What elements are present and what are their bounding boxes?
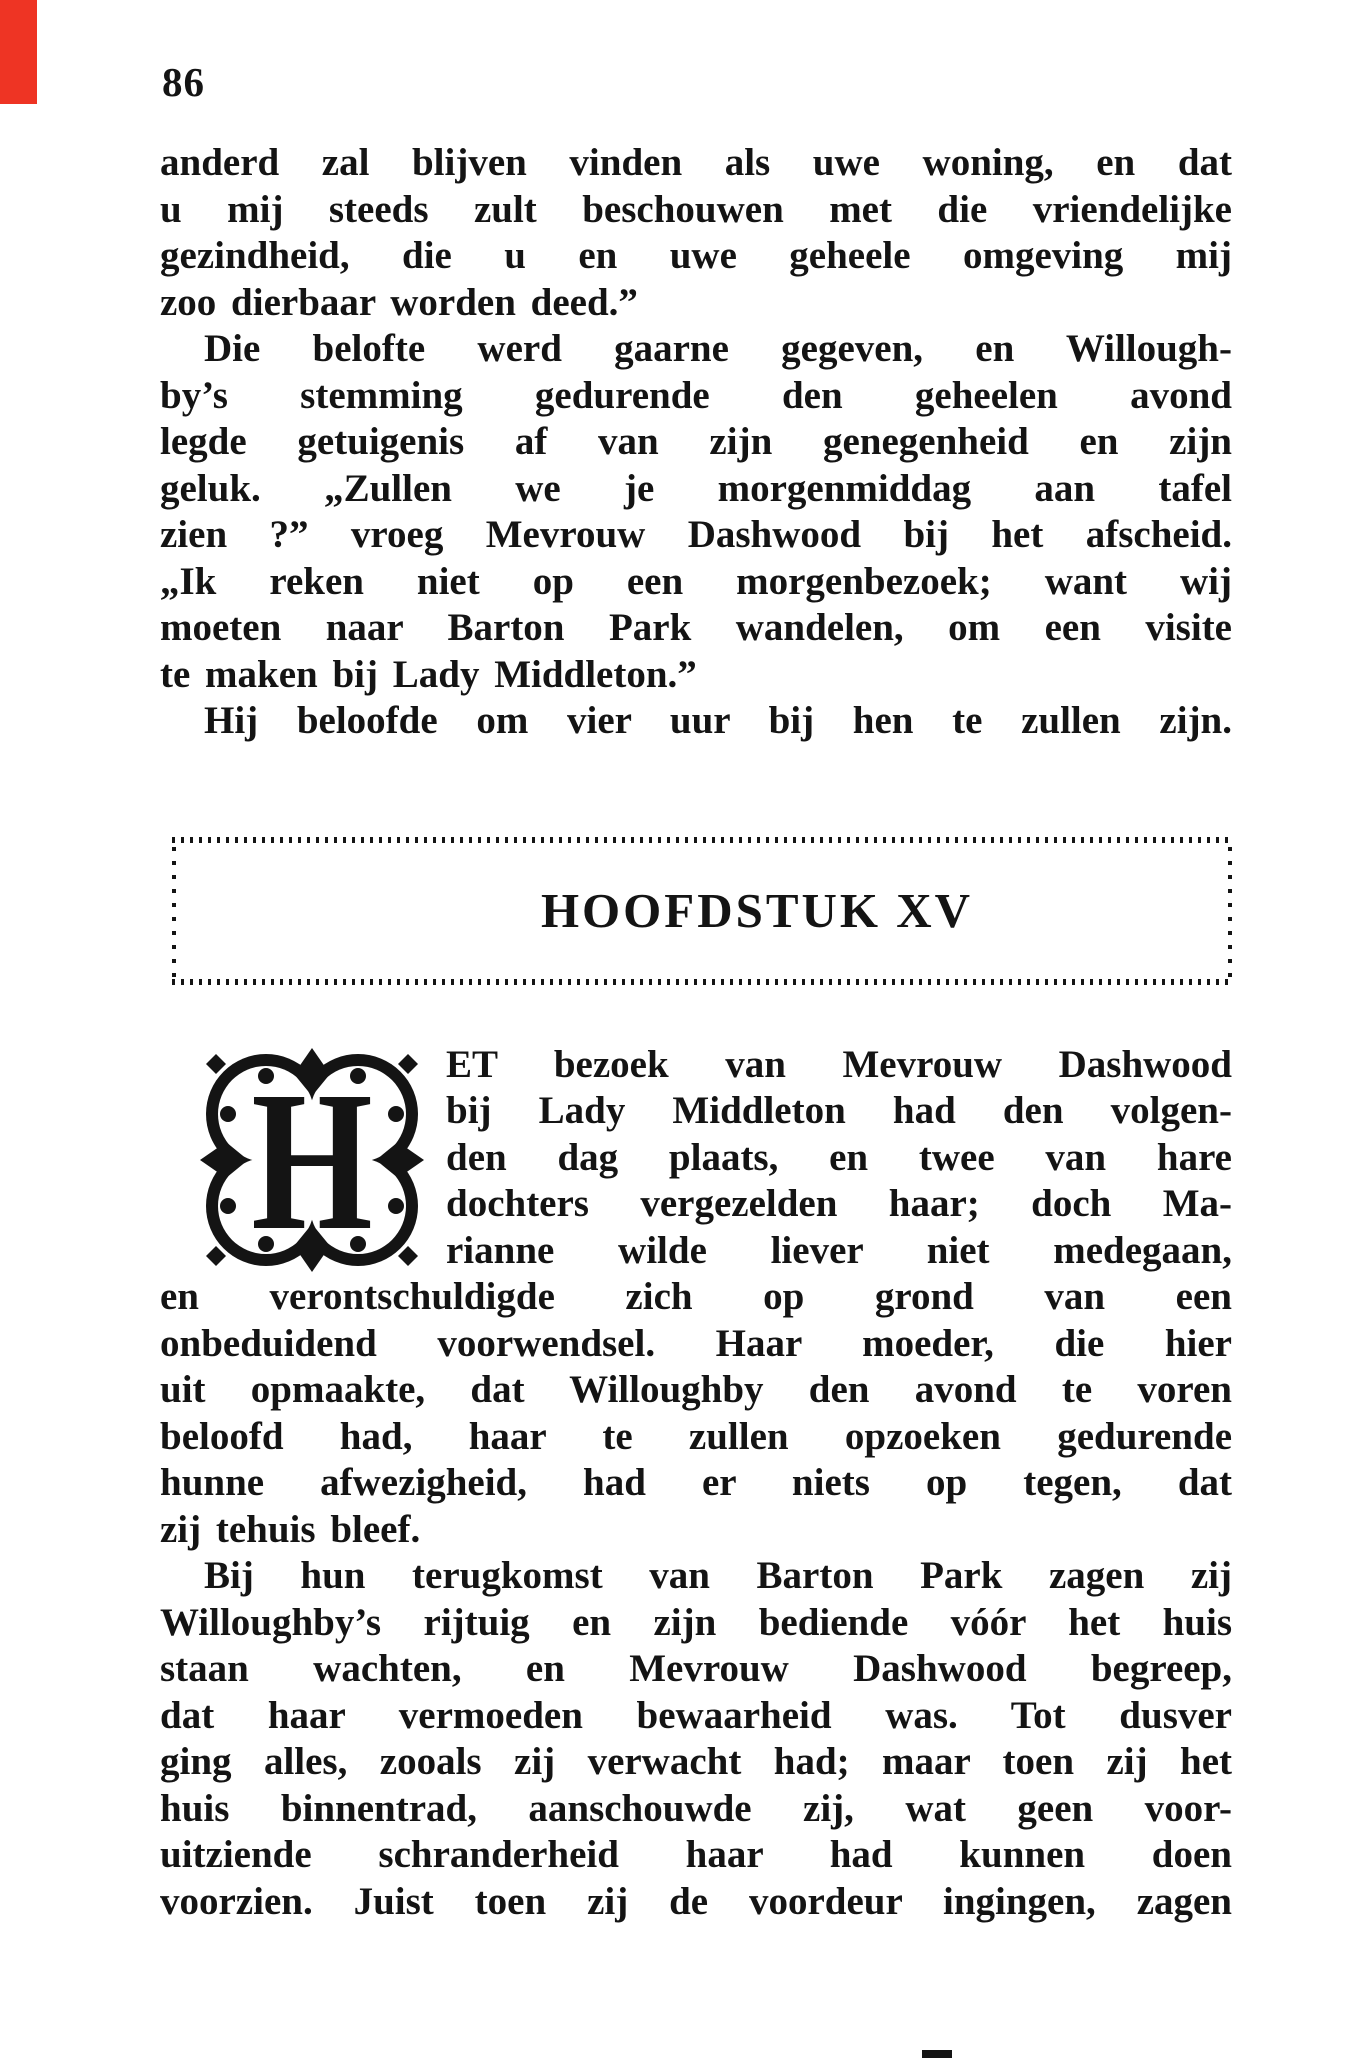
text-line: beloofd had, haar te zullen opzoeken gedurende	[160, 1414, 1232, 1458]
text-line: „Ik reken niet op een morgenbezoek; want wij	[160, 559, 1232, 603]
page-content	[160, 140, 1232, 1925]
text-line: dat haar vermoeden bewaarheid was. Tot dusver	[160, 1693, 1232, 1737]
text-line: uitziende schranderheid haar had kunnen doen	[160, 1833, 1232, 1876]
text-line: uit opmaakte, dat Willoughby den avond te voren	[160, 1368, 1232, 1411]
page-edge-artifact	[922, 2050, 952, 2058]
text-line: legde getuigenis af van zijn genegenheid en zijn	[160, 420, 1232, 463]
text-line: ging alles, zooals zij verwacht had; maar toen zij het	[160, 1740, 1232, 1783]
text-line: Die belofte werd gaarne gegeven, en Willough-	[204, 327, 1232, 370]
text-line: anderd zal blijven vinden als uwe woning, en dat	[160, 141, 1232, 184]
paragraph	[160, 1553, 1232, 1925]
text-line: by’s stemming gedurende den geheelen avond	[160, 373, 1232, 417]
text-line: zij tehuis bleef.	[160, 1507, 421, 1551]
text-line: voorzien. Juist toen zij de voordeur ingingen, zagen	[160, 1879, 1232, 1923]
chapter-opening-paragraph	[160, 1042, 1232, 1554]
text-line: staan wachten, en Mevrouw Dashwood begreep,	[160, 1647, 1232, 1690]
text-line: gezindheid, die u en uwe geheele omgeving mij	[160, 234, 1232, 277]
dotted-border-left	[172, 845, 176, 977]
text-line: zien ?” vroeg Mevrouw Dashwood bij het afscheid.	[160, 513, 1232, 556]
text-line: moeten naar Barton Park wandelen, om een visite	[160, 606, 1232, 649]
text-line: Bij hun terugkomst van Barton Park zagen zij	[204, 1554, 1232, 1597]
text-line: rianne wilde liever niet medegaan,	[446, 1228, 1232, 1272]
text-line: hunne afwezigheid, had er niets op tegen, dat	[160, 1461, 1232, 1504]
text-line: zoo dierbaar worden deed.”	[160, 280, 638, 324]
text-line: en verontschuldigde zich op grond van een	[160, 1275, 1232, 1318]
text-line: onbeduidend voorwendsel. Haar moeder, die hier	[160, 1321, 1232, 1365]
text-line: dochters vergezelden haar; doch Ma-	[446, 1182, 1232, 1225]
paragraph	[160, 326, 1232, 698]
paragraph	[160, 698, 1232, 745]
text-line: bij Lady Middleton had den volgen-	[446, 1089, 1232, 1132]
drop-cap-ornament	[200, 1048, 424, 1272]
text-line: u mij steeds zult beschouwen met die vriendelijke	[160, 187, 1232, 231]
text-line: Willoughby’s rijtuig en zijn bediende vóór het huis	[160, 1600, 1232, 1644]
page-number: 86	[162, 59, 205, 105]
text-line: ET bezoek van Mevrouw Dashwood	[446, 1042, 1232, 1086]
text-line: den dag plaats, en twee van hare	[446, 1135, 1232, 1179]
drop-cap-letter: H	[251, 1049, 373, 1271]
text-line: huis binnentrad, aanschouwde zij, wat geen voor-	[160, 1786, 1232, 1830]
chapter-heading-box	[172, 837, 1232, 985]
paragraph	[160, 140, 1232, 326]
red-margin-mark	[0, 0, 37, 104]
drop-cap-quatrefoil-icon	[200, 1048, 424, 1272]
text-line: Hij beloofde om vier uur bij hen te zullen zijn.	[204, 699, 1232, 742]
chapter-title: HOOFDSTUK XV	[540, 882, 974, 938]
text-line: te maken bij Lady Middleton.”	[160, 652, 697, 696]
text-line: geluk. „Zullen we je morgenmiddag aan tafel	[160, 466, 1232, 510]
